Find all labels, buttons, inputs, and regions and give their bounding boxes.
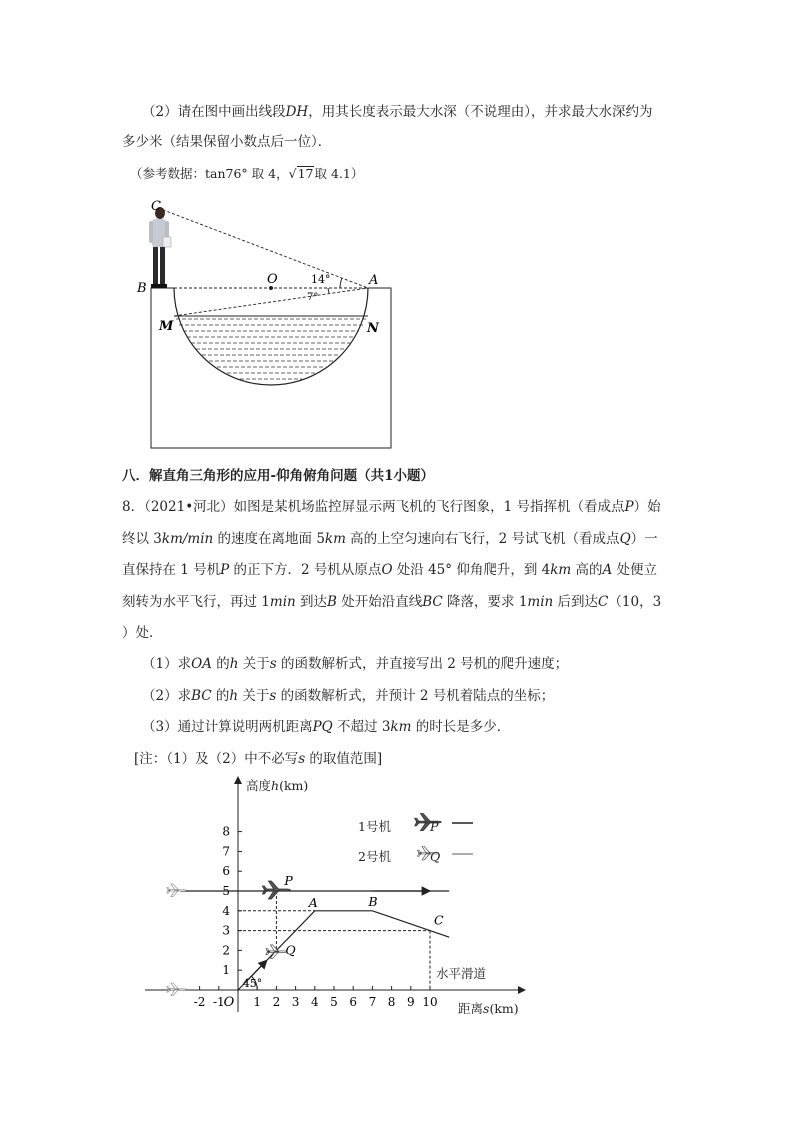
q8-line3: 直保持在 1 号机P 的正下方．2 号机从原点O 处沿 45° 仰角爬升，到 4km 高的A 处便立 <box>122 562 658 578</box>
y-tick-label: 5 <box>222 884 230 898</box>
q7-reference-data: （参考数据：tan76° 取 4，√17取 4.1） <box>130 166 364 181</box>
runway-label: 水平滑道 <box>436 966 487 981</box>
pool-figure <box>130 192 410 454</box>
origin-label: O <box>223 995 235 1010</box>
y-tick-label: 3 <box>222 923 230 938</box>
person-figure <box>149 207 171 288</box>
label-angle-14: 14° <box>311 273 331 286</box>
y-tick-label: 1 <box>222 963 230 978</box>
q8-note: [注：（1）及（2）中不必写s 的取值范围] <box>134 751 383 767</box>
label-B: B <box>137 281 147 296</box>
flight-graph <box>140 772 540 1022</box>
x-tick-label: 5 <box>330 995 338 1009</box>
x-axis-label: 距离s(km) <box>458 1001 519 1016</box>
x-tick-label: -1 <box>212 995 225 1009</box>
angle-arc-14 <box>340 278 342 288</box>
point-label-A: A <box>308 894 318 910</box>
q7-part2-line2: 多少米（结果保留小数点后一位）． <box>122 134 332 150</box>
section-heading: 八．解直角三角形的应用-仰角俯角问题（共1小题） <box>122 468 435 484</box>
semicircle <box>174 288 368 385</box>
point-label-Q: Q <box>285 942 296 958</box>
series-Q-path <box>238 911 449 990</box>
q8-sub1: （1）求OA 的h 关于s 的函数解析式，并直接写出 2 号机的爬升速度； <box>142 656 569 672</box>
angle-45-label: 45° <box>242 977 263 991</box>
point-label-P: P <box>284 873 293 888</box>
airplane-icon-ghost-bottom <box>167 983 187 996</box>
q8-line2: 终以 3km/min 的速度在离地面 5km 高的上空匀速向右飞行，2 号试飞机（看成点Q）一 <box>122 531 658 547</box>
x-tick-label: 10 <box>422 995 438 1009</box>
x-tick-label: 1 <box>253 995 262 1009</box>
label-M: M <box>159 319 174 334</box>
x-tick-label: 4 <box>310 995 319 1009</box>
x-tick-label: 2 <box>272 995 281 1009</box>
label-N: N <box>367 321 379 336</box>
airplane-icon-ghost-bottom-shape <box>167 983 187 996</box>
x-tick-label: 3 <box>291 995 300 1009</box>
sightline-CA <box>158 208 368 288</box>
q8-line5: ）处． <box>122 625 163 641</box>
airplane-icon-ghost-top <box>167 884 187 897</box>
x-tick-label: 8 <box>387 995 396 1009</box>
x-tick-label: -2 <box>193 995 206 1009</box>
water-hatching <box>176 319 366 379</box>
y-axis-label: 高度h(km) <box>246 778 309 793</box>
legend-2: 2号机 <box>358 849 391 864</box>
q8-sub2: （2）求BC 的h 关于s 的函数解析式，并预计 2 号机着陆点的坐标； <box>142 688 555 704</box>
q8-line1: 8．（2021•河北）如图是某机场监控屏显示两飞机的飞行图象，1 号指挥机（看成点P）始 <box>122 499 661 515</box>
y-tick-label: 6 <box>222 864 230 879</box>
point-label-C: C <box>434 912 444 928</box>
y-tick-label: 2 <box>222 943 230 958</box>
q7-part2-line1: （2）请在图中画出线段DH，用其长度表示最大水深（不说理由），并求最大水深约为 <box>142 104 653 120</box>
airplane-icon-ghost-top-shape <box>167 884 187 897</box>
point-label-B: B <box>368 893 378 909</box>
legend-1: 1号机 <box>358 819 391 834</box>
q8-line4: 刻转为水平飞行，再过 1min 到达B 处开始沿直线BC 降落，要求 1min 后到达C（10，3 <box>122 594 662 610</box>
y-tick-label: 7 <box>222 844 230 859</box>
x-tick-label: 9 <box>406 995 415 1009</box>
label-angle-7: 7° <box>307 292 319 303</box>
y-tick-label: 4 <box>222 903 230 918</box>
container-rect <box>151 288 391 448</box>
label-C: C <box>151 199 161 214</box>
legend-2-point: Q <box>430 849 441 864</box>
x-tick-label: 7 <box>368 995 377 1009</box>
legend-1-point: P <box>430 819 439 834</box>
y-tick-label: 8 <box>222 824 230 839</box>
label-A: A <box>369 273 379 288</box>
sightline-MA <box>174 288 368 316</box>
label-O: O <box>267 272 278 287</box>
x-tick-label: 6 <box>349 995 358 1009</box>
sqrt-symbol: √ <box>288 166 297 181</box>
q8-sub3: （3）通过计算说明两机距离PQ 不超过 3km 的时长是多少． <box>142 719 511 735</box>
